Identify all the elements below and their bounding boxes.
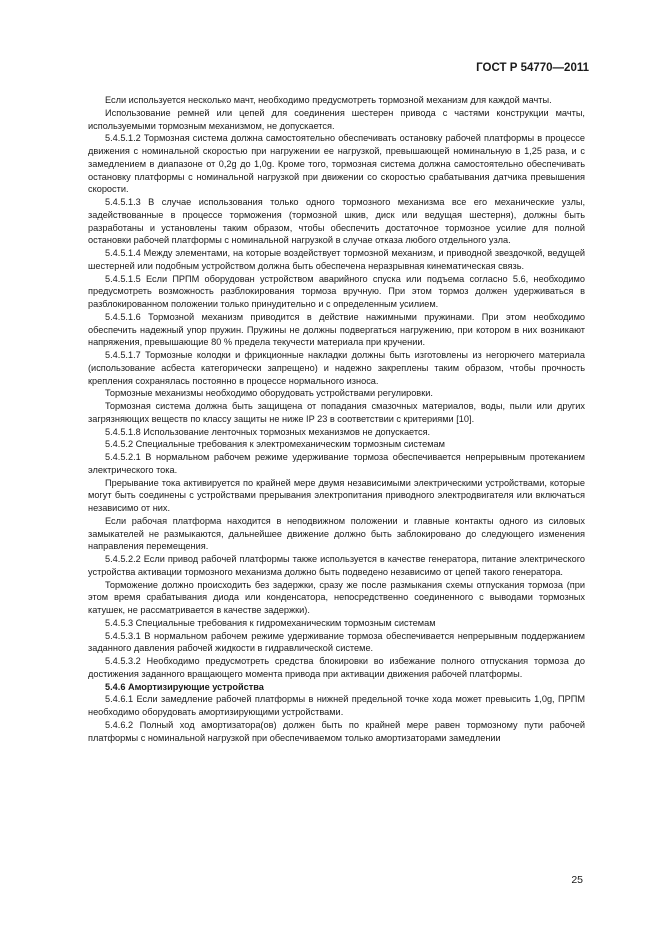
paragraph: Если используется несколько мачт, необходимо предусмотреть тормозной механизм для каждой мачты. <box>105 95 552 105</box>
paragraph: 5.4.6.1 Если замедление рабочей платформы в нижней предельной точке хода может превысить 1,0g, ПРПМ необходимо оборудовать амортизирующими устройствами. <box>88 694 585 717</box>
paragraph: Прерывание тока активируется по крайней мере двумя независимыми электрическими устройствами, которые могут быть соединены с устройствами прерывания электропитания приводного электродвигателя или включаться независимо от них. <box>88 477 585 513</box>
paragraph: 5.4.5.2.1 В нормальном рабочем режиме удерживание тормоза обеспечивается непрерывным протеканием электрического тока. <box>88 452 585 475</box>
paragraph: 5.4.5.1.4 Между элементами, на которые воздействует тормозной механизм, и приводной звездочкой, ведущей шестерней или подобным устройством должна быть обеспечена неразрывная кинематическая связь. <box>88 248 585 271</box>
paragraph: 5.4.5.1.7 Тормозные колодки и фрикционные накладки должны быть изготовлены из негорючего материала (использование асбеста категорически запрещено) и надежно закреплены таким образом, чтобы прочность крепления сохранялась постоянно в процессе нормального износа. <box>88 350 585 386</box>
paragraph: 5.4.5.2 Специальные требования к электромеханическим тормозным системам <box>105 439 445 450</box>
paragraph: 5.4.5.1.2 Тормозная система должна самостоятельно обеспечивать остановку рабочей платформы в процессе движения с номинальной скоростью при нагружении ее нагрузкой, превышающей номинальную в 1,25 раза, и с замедлением в диапазоне от 0,2g до 1,0g. Кроме того, тормозная система должна самостоятельно обеспечивать остановку платформы с номинальной нагрузкой при движении со скоростью срабатывания датчика превышения скорости. <box>88 133 585 195</box>
paragraph: Тормозная система должна быть защищена от попадания смазочных материалов, воды, пыли или других загрязняющих веществ по классу защиты не ниже IP 23 в соответствии с критериями [10]. <box>88 401 585 424</box>
paragraph: 5.4.5.2.2 Если привод рабочей платформы также используется в качестве генератора, питание электрического устройства активации тормозного механизма должно быть подведено независимо от цепей такого генератора. <box>88 554 585 577</box>
paragraph: 5.4.5.1.5 Если ПРПМ оборудован устройством аварийного спуска или подъема согласно 5.6, необходимо предусмотреть возможность разблокирования тормоза вручную. При этом тормоз должен удерживаться в разблокированном положении только принудительно и с определенным усилием. <box>88 273 585 309</box>
paragraph: Использование ремней или цепей для соединения шестерен привода с частями конструкции мачты, используемыми тормозным механизмом, не допускается. <box>88 107 585 131</box>
paragraph: 5.4.5.3.2 Необходимо предусмотреть средства блокировки во избежание полного отпускания тормоза до достижения заданного вращающего момента привода при активации движения рабочей платформы. <box>88 656 585 679</box>
paragraph: Тормозные механизмы необходимо оборудовать устройствами регулировки. <box>105 388 433 399</box>
paragraph: Торможение должно происходить без задержки, сразу же после размыкания схемы отпускания тормоза (при этом время срабатывания диода или конденсатора, непосредственно соединенного с выводами тормозных катушек, не рассматривается в качестве задержки). <box>88 579 585 615</box>
paragraph: 5.4.5.1.3 В случае использования только одного тормозного механизма все его механические узлы, задействованные в процессе торможения (тормозной шкив, диск или ведущая шестерня), должны быть разработаны и установлены таким образом, чтобы обеспечить достаточное тормозное усилие для полной остановки рабочей платформы с номинальной нагрузкой в случае отказа любого отдельного узла. <box>88 197 585 246</box>
section-heading: 5.4.6 Амортизирующие устройства <box>105 681 264 692</box>
paragraph: 5.4.6.2 Полный ход амортизатора(ов) должен быть по крайней мере равен тормозному пути рабочей платформы с номинальной нагрузкой при обеспечиваемом только амортизаторами замедлении <box>88 719 585 743</box>
body-text <box>88 94 585 744</box>
paragraph: 5.4.5.3 Специальные требования к гидромеханическим тормозным системам <box>105 617 436 628</box>
paragraph: 5.4.5.1.6 Тормозной механизм приводится в действие нажимными пружинами. При этом необходимо обеспечить надежный упор пружин. Пружины не должны подвергаться нагружению, при котором в них возникают напряжения, превышающие 80 % предела текучести материала при кручении. <box>88 311 585 348</box>
paragraph: 5.4.5.1.8 Использование ленточных тормозных механизмов не допускается. <box>105 426 431 437</box>
page-number: 25 <box>571 874 583 886</box>
document-id-header: ГОСТ Р 54770—2011 <box>476 62 589 74</box>
paragraph: Если рабочая платформа находится в неподвижном положении и главные контакты одного из силовых замыкателей не размыкаются, дальнейшее движение должно быть заблокировано до следующего изменения направления перемещения. <box>88 515 585 552</box>
paragraph: 5.4.5.3.1 В нормальном рабочем режиме удерживание тормоза обеспечивается непрерывным поддержанием заданного давления рабочей жидкости в гидравлической системе. <box>88 630 585 654</box>
